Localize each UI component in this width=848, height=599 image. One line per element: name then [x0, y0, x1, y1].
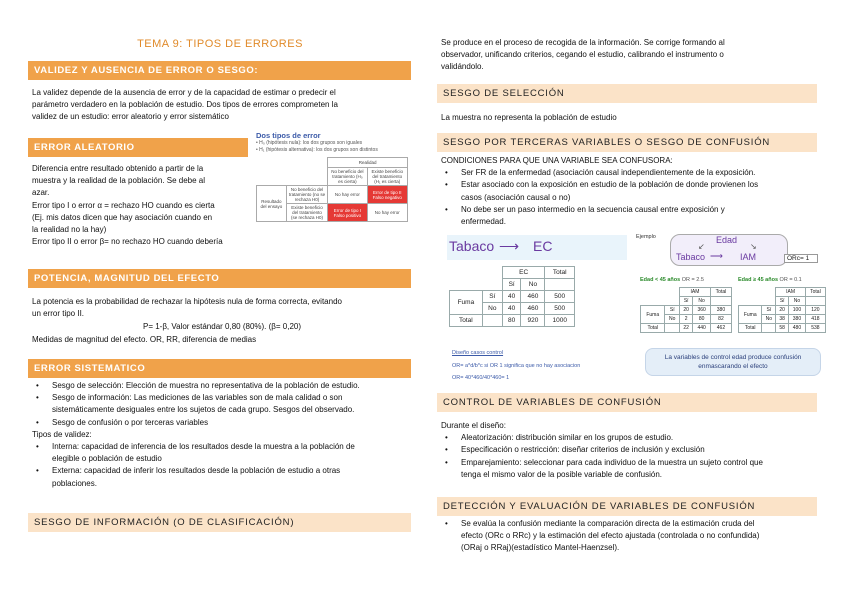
arrow-down-right-icon: ↘ [750, 242, 757, 251]
aleatorio-line: azar. [32, 188, 50, 198]
arrow-right-icon: ⟶ [710, 251, 723, 261]
aleatorio-line: (Ej. mis datos dicen que hay asociación cuando en [32, 212, 213, 222]
col-header: No [693, 297, 711, 306]
row-header: Sí [762, 306, 776, 315]
list-item-continuation: tenga el mismo valor de la posible variable de confusión. [461, 469, 663, 479]
list-item-continuation: casos (asociación causal o no) [461, 192, 571, 202]
edad-mayor-text: Edad ≥ 45 años [738, 277, 779, 283]
list-item-continuation: sistemáticamente desiguales entre los sujetos de cada grupo. Sesgos del observado. [52, 405, 355, 415]
table-cell: 38 [776, 315, 789, 324]
potencia-line: La potencia es la probabilidad de rechazar la hipótesis nula de forma correcta, evitando [32, 297, 342, 306]
informacion-line: observador, unificando criterios, cegando el estudio, calibrando el instrumento o [441, 50, 724, 60]
potencia-formula: P= 1-β, Valor estándar 0,80 (80%). (β= 0,20) [142, 322, 302, 332]
table-cell: 440 [693, 324, 711, 333]
col-header: Sí [776, 297, 789, 306]
tabaco-label: Tabaco [676, 252, 706, 262]
sistematico-text [32, 380, 417, 490]
table-cell: 100 [789, 306, 806, 315]
error-types-table [256, 157, 408, 222]
table-cell: 58 [776, 324, 789, 333]
col-header: No [789, 297, 806, 306]
col-header: Total [710, 288, 731, 297]
table-cell: 20 [776, 306, 789, 315]
list-item: • Especificación o restricción: diseñar criterios de inclusión y exclusión [441, 444, 826, 456]
condiciones: CONDICIONES PARA QUE UNA VARIABLE SEA CONFUSORA: [441, 156, 673, 165]
col-header: Total [545, 267, 575, 279]
table-cell: 460 [521, 303, 545, 315]
row-header: Sí [665, 306, 680, 315]
potencia-heading: POTENCIA, MAGNITUD DEL EFECTO [28, 269, 411, 288]
list-item: • Ser FR de la enfermedad (asociación causal independientemente de la exposición. [441, 167, 826, 179]
list-item: • Externa: capacidad de inferir los resultados desde la población de estudio a otras [32, 465, 417, 477]
potencia-line: un error tipo II. [32, 309, 85, 319]
row-header: Total [641, 324, 665, 333]
table-cell: 40 [502, 291, 521, 303]
list-item-continuation: elegible o población de estudio [52, 454, 162, 464]
row-group-header: Resultado del ensayo [257, 186, 287, 222]
row-group-header: Fuma [739, 306, 762, 324]
arrow-down-left-icon: ↙ [698, 242, 705, 251]
potencia-medidas: Medidas de magnitud del efecto. OR, RR, diferencia de medias [32, 334, 257, 344]
col-header: IAM [776, 288, 806, 297]
table-cell: 1000 [545, 315, 575, 327]
table-cell: 418 [805, 315, 825, 324]
row-header: Sí [482, 291, 502, 303]
table-cell: 460 [521, 291, 545, 303]
deteccion-heading: DETECCIÓN Y EVALUACIÓN DE VARIABLES DE CONFUSIÓN [437, 497, 817, 516]
row-header: Total [450, 315, 483, 327]
edad-menor-text: Edad < 45 años [640, 277, 681, 283]
col-header: IAM [680, 288, 711, 297]
control-heading: CONTROL DE VARIABLES DE CONFUSIÓN [437, 393, 817, 412]
table-cell: 500 [545, 303, 575, 315]
table-cell: 380 [789, 315, 806, 324]
ec-label: EC [533, 238, 553, 254]
table-cell: 80 [502, 315, 521, 327]
table-cell: No hay error [328, 186, 367, 204]
error-label: Error de tipo II [373, 189, 402, 195]
list-item: • Aleatorización: distribución similar en los grupos de estudio. [441, 432, 826, 444]
edad-menor-label [640, 277, 704, 283]
list-item-continuation: enfermedad. [461, 217, 506, 227]
table-cell: 80 [693, 315, 711, 324]
or-formula: OR= a*d/b*c si OR 1 significa que no hay asociacion [452, 363, 581, 369]
table-cell: 22 [680, 324, 693, 333]
figure-title: Dos tipos de error [256, 131, 321, 140]
tabaco-ec-table [449, 266, 575, 327]
confusion-note: La variables de control edad produce confusión enmascarando el efecto [645, 348, 821, 376]
aleatorio-line: muestra y la realidad de la población. Se debe al [32, 176, 205, 186]
row-group-header: Fuma [641, 306, 665, 324]
table-cell-error [328, 204, 367, 222]
arrow-right-icon: ⟶ [499, 238, 520, 254]
or-menor: OR = 2.5 [681, 277, 704, 283]
edad-menor-table [640, 287, 732, 333]
list-item: • Sesgo de confusión o por terceras variables [32, 417, 417, 429]
durante-diseno: Durante el diseño: [441, 421, 506, 430]
seleccion-heading: SESGO DE SELECCIÓN [437, 84, 817, 103]
list-item: • Sesgo de información: Las mediciones de las variables son de mala calidad o son [32, 392, 417, 404]
list-item: • Sesgo de selección: Elección de muestra no representativa de la población de estudio. [32, 380, 417, 392]
list-item: • Emparejamiento: seleccionar para cada individuo de la muestra un sujeto control que [441, 457, 826, 469]
page-title: TEMA 9: TIPOS DE ERRORES [137, 38, 303, 50]
table-cell: 920 [521, 315, 545, 327]
realidad-header: Realidad [328, 158, 408, 168]
row-header: No beneficio del tratamiento (no se rechaza H0) [286, 186, 328, 204]
terceras-text [441, 155, 826, 228]
potencia-text [32, 296, 412, 346]
table-cell: 40 [502, 303, 521, 315]
table-cell: 380 [710, 306, 731, 315]
validez-line: La validez depende de la ausencia de error y de la capacidad de estimar o predecir el [32, 88, 336, 97]
row-group-header: Fuma [450, 291, 483, 315]
list-item: • Interna: capacidad de inferencia de los resultados desde la muestra a la población de [32, 441, 417, 453]
col-header: Sí [680, 297, 693, 306]
col-header: No beneficio del tratamiento (H₀ es cierta) [328, 168, 367, 186]
or-mayor: OR = 0.1 [779, 277, 802, 283]
aleatorio-text [32, 163, 257, 248]
deteccion-text [441, 518, 826, 555]
aleatorio-line: Error tipo I o error α = rechazo HO cuando es cierta [32, 200, 215, 210]
row-header: No [665, 315, 680, 324]
informacion-text [441, 37, 821, 74]
orc-label: ORc= 1 [784, 254, 818, 263]
confusion-diagram [634, 232, 826, 272]
row-header: No [482, 303, 502, 315]
col-header: Total [805, 288, 825, 297]
table-cell-error [367, 186, 407, 204]
error-sublabel: Falso positivo [333, 212, 362, 218]
table-cell: 20 [680, 306, 693, 315]
informacion-line: Se produce en el proceso de recogida de la información. Se corrige formando al [441, 38, 725, 47]
list-item-continuation: poblaciones. [52, 478, 97, 488]
ejemplo-label: Ejemplo [636, 234, 656, 240]
table-cell: 120 [805, 306, 825, 315]
validez-heading: VALIDEZ Y AUSENCIA DE ERROR O SESGO: [28, 61, 411, 80]
figure-h0: • H₀ (hipótesis nula): los dos grupos son iguales [256, 140, 363, 146]
list-item-continuation: efecto (ORc o RRc) y la estimación del efecto ajustada (controlada o no confundida) [461, 531, 760, 541]
edad-mayor-label [738, 277, 802, 283]
informacion-heading: SESGO DE INFORMACIÓN (O DE CLASIFICACIÓN) [28, 513, 411, 532]
seleccion-text: La muestra no representa la población de estudio [441, 113, 617, 122]
validez-text [32, 87, 412, 124]
row-header: Existe beneficio del tratamiento (se rechaza H0) [286, 204, 328, 222]
col-header: No [521, 279, 545, 291]
tipos-validez: Tipos de validez: [32, 429, 92, 439]
row-header: No [762, 315, 776, 324]
edad-label: Edad [716, 235, 738, 245]
validez-line: parámetro verdadero en la población de estudio. Dos tipos de errores comprometen la [32, 100, 338, 110]
error-types-figure [256, 131, 410, 236]
iam-label: IAM [740, 252, 757, 262]
list-item-continuation: (ORaj o RRaj)(estadístico Mantel-Haenzsel). [461, 543, 620, 553]
table-cell: 462 [710, 324, 731, 333]
figure-h1: • H₁ (hipótesis alternativa): los dos grupos son distintos [256, 147, 378, 153]
table-cell: No hay error [367, 204, 407, 222]
table-cell: 538 [805, 324, 825, 333]
or-calc: OR= 40*460/40*460= 1 [452, 375, 510, 381]
col-header: EC [502, 267, 545, 279]
control-text [441, 420, 826, 481]
col-header: Sí [502, 279, 521, 291]
aleatorio-line: Error tipo II o error β= no rechazo HO cuando debería [32, 237, 223, 247]
error-label: Error de tipo I [333, 207, 362, 213]
table-cell: 360 [693, 306, 711, 315]
diseno-label: Diseño casos control [452, 350, 504, 356]
error-sublabel: Falso negativo [372, 194, 402, 200]
edad-mayor-table [738, 287, 826, 333]
table-cell: 82 [710, 315, 731, 324]
col-header: Existe beneficio del tratamiento (H₁ es cierta) [367, 168, 407, 186]
table-cell: 480 [789, 324, 806, 333]
terceras-heading: SESGO POR TERCERAS VARIABLES O SESGO DE CONFUSIÓN [437, 133, 817, 152]
validez-line: validez de un estudio: error aleatorio y error sistemático [32, 112, 229, 122]
aleatorio-line: Diferencia entre resultado obtenido a partir de la [32, 164, 204, 173]
list-item: • No debe ser un paso intermedio en la secuencia causal entre exposición y [441, 204, 826, 216]
tabaco-label: Tabaco [449, 238, 495, 254]
row-header: Total [739, 324, 762, 333]
list-item: • Estar asociado con la exposición en estudio de la población de donde provienen los [441, 179, 826, 191]
table-cell: 500 [545, 291, 575, 303]
list-item: • Se evalúa la confusión mediante la comparación directa de la estimación cruda del [441, 518, 826, 530]
sistematico-heading: ERROR SISTEMATICO [28, 359, 411, 378]
aleatorio-heading: ERROR ALEATORIO [28, 138, 248, 157]
aleatorio-line: la realidad no la hay) [32, 225, 107, 235]
table-cell: 2 [680, 315, 693, 324]
informacion-line: validándolo. [441, 62, 484, 72]
tabaco-ec-banner [447, 235, 627, 260]
